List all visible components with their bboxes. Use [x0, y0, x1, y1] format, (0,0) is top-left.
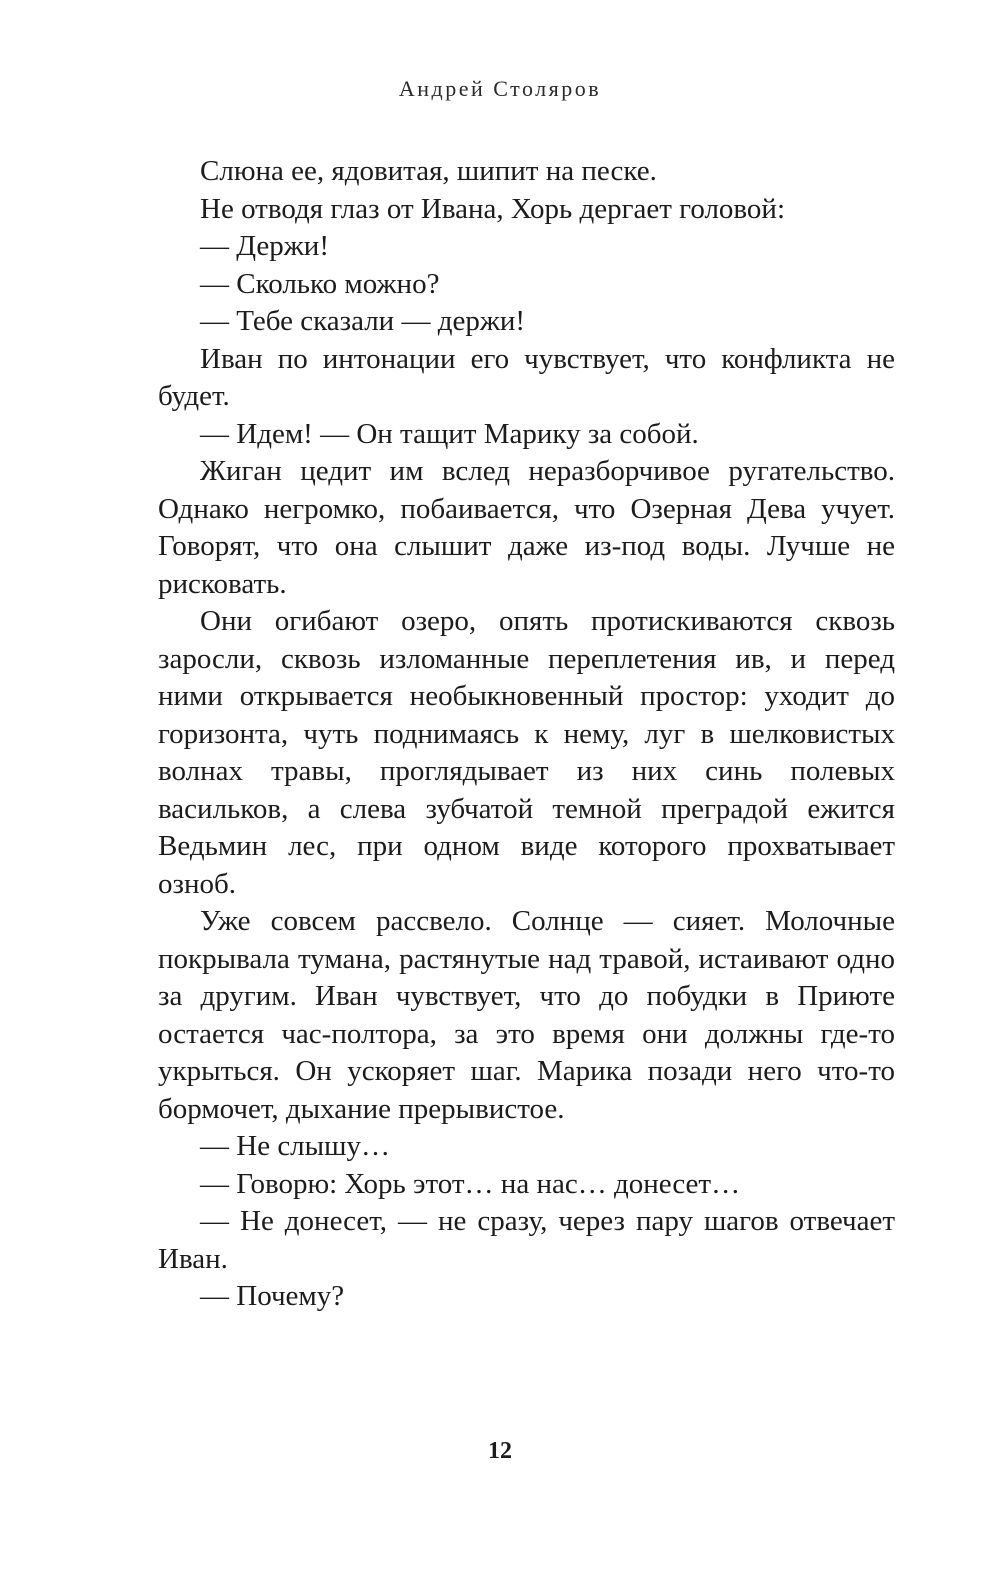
- dialogue-line: — Не слышу…: [200, 1130, 390, 1162]
- page-number: 12: [488, 1438, 512, 1464]
- dialogue-line: — Тебе сказали — держи!: [200, 305, 526, 337]
- dialogue-line: — Держи!: [200, 230, 329, 262]
- dialogue-line: — Не донесет, — не сразу, через пару шагов отвечает Иван.: [158, 1205, 895, 1275]
- running-header-author: Андрей Столяров: [398, 76, 602, 101]
- paragraph: Слюна ее, ядовитая, шипит на песке.: [200, 155, 657, 187]
- dialogue-line: — Говорю: Хорь этот… на нас… донесет…: [200, 1167, 741, 1200]
- paragraph: Они огибают озеро, опять протискиваются сквозь заросли, сквозь изломанные переплетения ив, и перед ними открывается необыкновенный простор: уходит до горизонта, чуть поднимаясь к нему, луг в шелковистых волнах травы, проглядывает из них синь полевых васильков, а слева зубчатой темной преградой ежится Ведьмин лес, при одном виде которого прохватывает озноб.: [158, 605, 895, 900]
- paragraph: Жиган цедит им вслед неразборчивое ругательство. Однако негромко, побаивается, что Озерная Дева учует. Говорят, что она слышит даже из-под воды. Лучше не рисковать.: [158, 455, 895, 600]
- paragraph: Иван по интонации его чувствует, что конфликта не будет.: [158, 342, 895, 412]
- paragraph: Не отводя глаз от Ивана, Хорь дергает головой:: [200, 192, 785, 225]
- dialogue-line: — Почему?: [200, 1280, 345, 1312]
- body-text: [158, 153, 895, 1316]
- dialogue-line: — Сколько можно?: [200, 267, 440, 300]
- paragraph: Уже совсем рассвело. Солнце — сияет. Молочные покрывала тумана, растянутые над травой, истаивают одно за другим. Иван чувствует, что до побудки в Приюте остается час-полтора, за это время они должны где-то укрыться. Он ускоряет шаг. Марика позади него что-то бормочет, дыхание прерывистое.: [158, 905, 895, 1125]
- dialogue-line: — Идем! — Он тащит Марику за собой.: [200, 417, 699, 450]
